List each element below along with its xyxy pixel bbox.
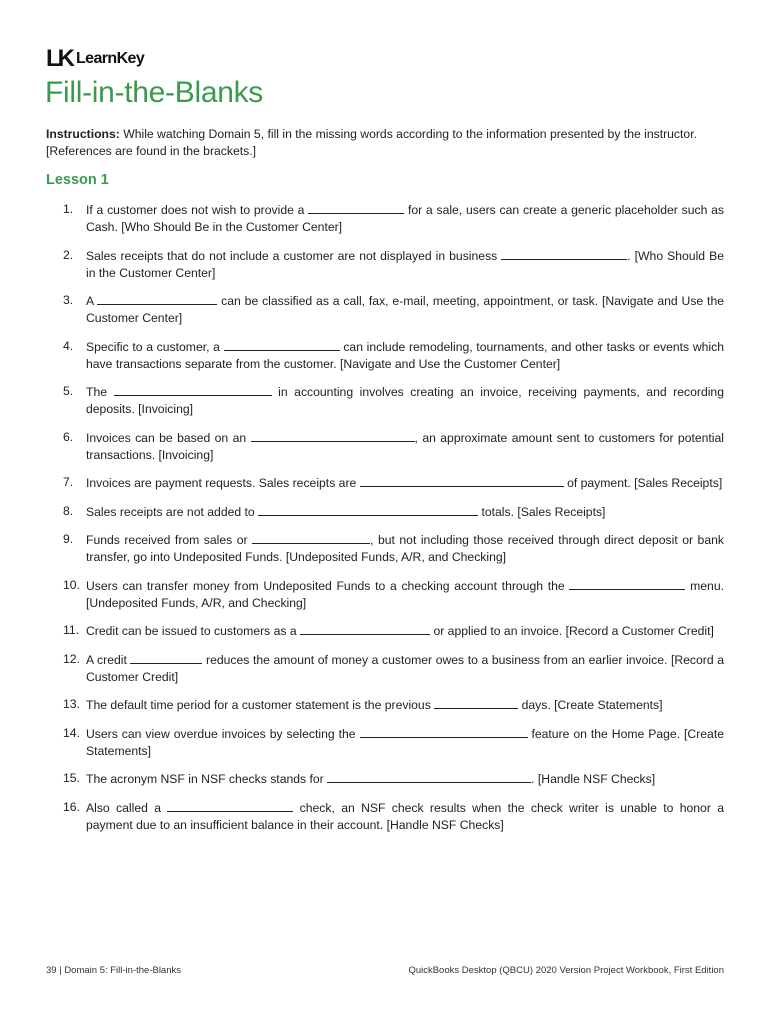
page-title: Fill-in-the-Blanks	[45, 76, 263, 109]
answer-blank[interactable]	[360, 725, 528, 738]
question-text-before: Users can transfer money from Undeposited Funds to a checking account through the	[86, 578, 570, 593]
question-text-after: of payment. [Sales Receipts]	[563, 476, 723, 490]
question-text-before: Sales receipts are not added to	[86, 504, 259, 519]
answer-blank[interactable]	[434, 696, 518, 709]
question-text-after: . [Handle NSF Checks]	[531, 772, 656, 786]
learnkey-logo	[46, 47, 144, 71]
question-text-after: . [Who Should Be in the Customer Center]	[86, 248, 724, 280]
question-number: 5.	[63, 384, 74, 398]
question-text-after: can be classified as a call, fax, e-mail, meeting, appointment, or task. [Navigate and Use the Customer Center]	[86, 294, 725, 325]
question-text-after: menu. [Undeposited Funds, A/R, and Checking]	[86, 578, 724, 610]
question-item	[46, 696, 724, 714]
logo-text: LearnKey	[76, 50, 145, 67]
question-text-before: The	[86, 385, 114, 399]
question-number: 8.	[63, 503, 74, 518]
instructions-label: Instructions:	[46, 127, 120, 141]
question-item	[46, 383, 724, 418]
question-text-before: If a customer does not wish to provide a	[86, 203, 309, 217]
question-text-after: feature on the Home Page. [Create Statements]	[86, 726, 724, 758]
question-text-after: for a sale, users can create a generic placeholder such as Cash. [Who Should Be in the Customer Center]	[86, 203, 725, 234]
page-footer	[46, 965, 724, 976]
question-number: 6.	[63, 429, 74, 444]
question-text-after: in accounting involves creating an invoice, receiving payments, and recording deposits. [Invoicing]	[86, 385, 724, 416]
answer-blank[interactable]	[300, 622, 430, 635]
answer-blank[interactable]	[224, 338, 340, 351]
question-text-before: Invoices can be based on an	[86, 430, 251, 445]
question-text-after: , an approximate amount sent to customers for potential transactions. [Invoicing]	[86, 430, 724, 462]
question-item	[46, 725, 724, 760]
question-number: 2.	[63, 247, 74, 262]
question-text-before: Credit can be issued to customers as a	[86, 624, 301, 638]
question-number: 3.	[63, 293, 74, 307]
lesson-title: Lesson 1	[46, 172, 109, 188]
question-text-after: , but not including those received through direct deposit or bank transfer, go into Undeposited Funds. [Undeposited Funds, A/R, and Checking]	[86, 533, 724, 564]
answer-blank[interactable]	[114, 383, 272, 396]
question-number: 9.	[63, 532, 74, 546]
instructions-text: While watching Domain 5, fill in the missing words according to the information presented by the instructor. [References are found in the brackets.]	[46, 127, 697, 158]
question-text-after: reduces the amount of money a customer owes to a business from an earlier invoice. [Record a Customer Credit]	[86, 652, 725, 684]
question-number: 11.	[63, 623, 80, 637]
question-item	[46, 201, 724, 236]
question-item	[46, 770, 724, 788]
answer-blank[interactable]	[167, 799, 293, 812]
question-number: 16.	[63, 799, 80, 814]
answer-blank[interactable]	[258, 503, 478, 516]
question-item	[46, 651, 724, 686]
question-text-before: The default time period for a customer statement is the previous	[86, 698, 435, 712]
question-number: 10.	[63, 577, 80, 592]
question-text-after: can include remodeling, tournaments, and other tasks or events which have transactions separate from the customer. [Navigate and Use the Customer Center]	[86, 339, 724, 371]
question-item	[46, 577, 724, 612]
question-item	[46, 799, 724, 834]
question-text-before: Sales receipts that do not include a customer are not displayed in business	[86, 248, 502, 263]
question-item	[46, 622, 724, 640]
question-item	[46, 531, 724, 566]
question-number: 15.	[63, 771, 80, 785]
question-number: 1.	[63, 202, 74, 216]
answer-blank[interactable]	[130, 651, 202, 664]
question-text-before: Funds received from sales or	[86, 533, 253, 547]
answer-blank[interactable]	[308, 201, 404, 214]
question-item	[46, 292, 724, 327]
answer-blank[interactable]	[97, 292, 217, 305]
question-number: 13.	[63, 697, 80, 711]
logo-mark: LK	[46, 45, 72, 72]
footer-right: QuickBooks Desktop (QBCU) 2020 Version Project Workbook, First Edition	[408, 965, 724, 976]
question-number: 4.	[63, 338, 74, 353]
question-text-before: Invoices are payment requests. Sales receipts are	[86, 476, 360, 490]
question-text-before: A credit	[86, 652, 131, 667]
question-item	[46, 338, 724, 373]
question-text-after: or applied to an invoice. [Record a Customer Credit]	[430, 624, 714, 638]
answer-blank[interactable]	[501, 247, 627, 260]
question-text-before: Also called a	[86, 800, 168, 815]
question-text-after: check, an NSF check results when the check writer is unable to honor a payment due to an insufficient balance in their account. [Handle NSF Checks]	[86, 800, 724, 832]
question-item	[46, 474, 724, 492]
question-number: 7.	[63, 475, 74, 489]
answer-blank[interactable]	[251, 429, 415, 442]
question-number: 12.	[63, 651, 80, 666]
question-item	[46, 503, 724, 521]
question-text-before: A	[86, 294, 98, 308]
answer-blank[interactable]	[327, 770, 531, 783]
question-text-before: The acronym NSF in NSF checks stands for	[86, 772, 328, 786]
question-number: 14.	[63, 725, 80, 740]
question-list	[46, 201, 724, 844]
question-text-before: Users can view overdue invoices by selecting the	[86, 726, 360, 741]
question-text-after: totals. [Sales Receipts]	[478, 504, 606, 519]
answer-blank[interactable]	[569, 577, 685, 590]
question-item	[46, 247, 724, 282]
question-text-after: days. [Create Statements]	[518, 698, 663, 712]
footer-left: 39 | Domain 5: Fill-in-the-Blanks	[46, 965, 181, 976]
question-text-before: Specific to a customer, a	[86, 339, 224, 354]
answer-blank[interactable]	[360, 474, 564, 487]
instructions	[46, 126, 726, 160]
question-item	[46, 429, 724, 464]
answer-blank[interactable]	[252, 531, 370, 544]
